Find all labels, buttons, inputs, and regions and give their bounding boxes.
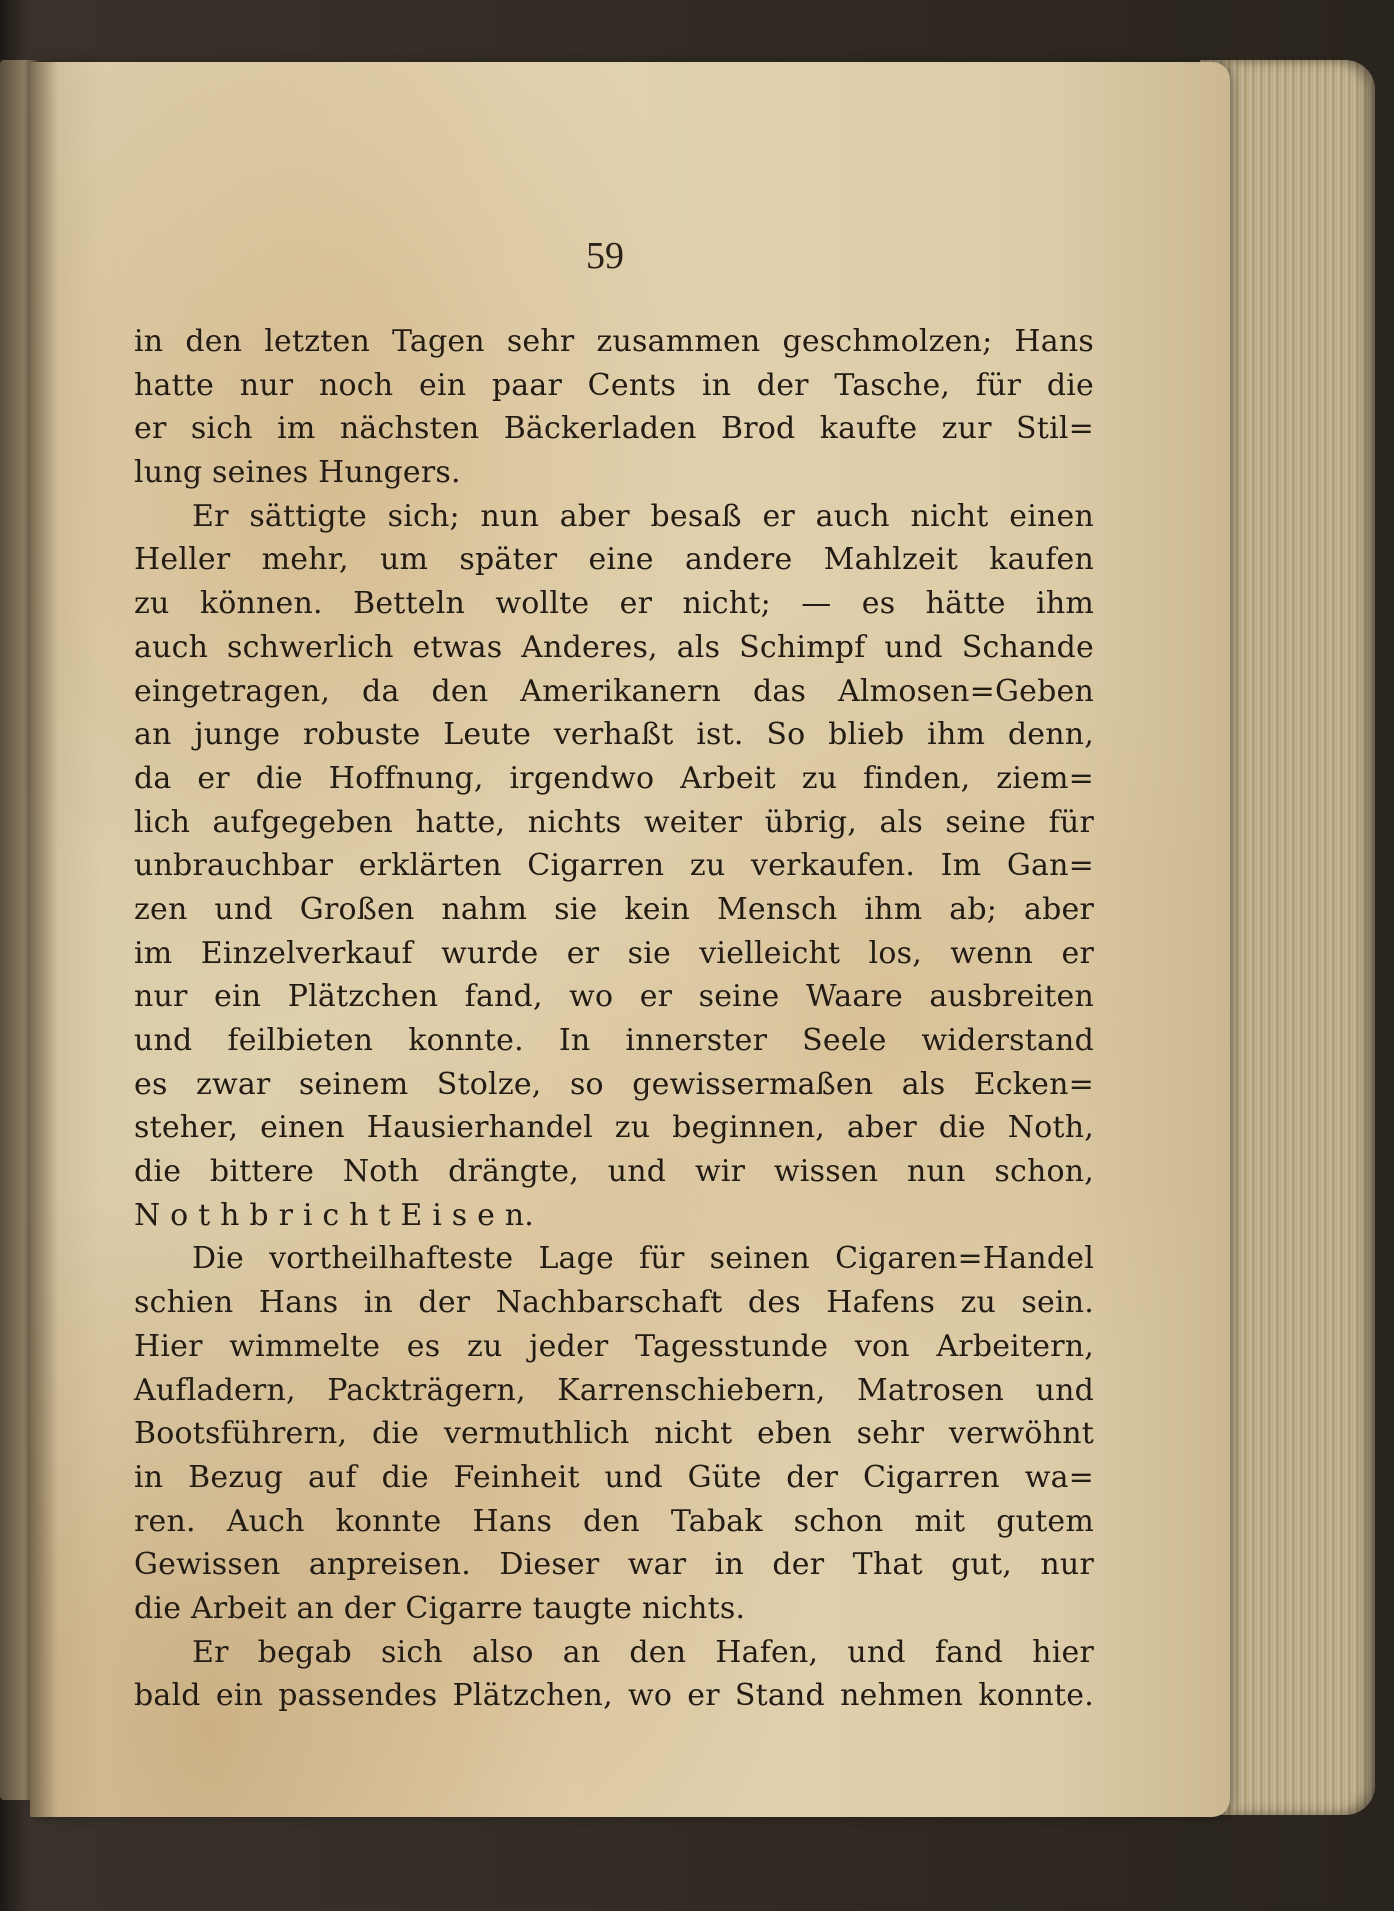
text-line: lung seines Hungers.: [134, 455, 461, 491]
text-line: in den letzten Tagen sehr zusammen geschmolzen; Hans: [134, 324, 1094, 359]
text-line: zen und Großen nahm sie kein Mensch ihm ab; aber: [134, 891, 1094, 927]
text-line: Bootsführern, die vermuthlich nicht eben sehr verwöhnt: [134, 1416, 1094, 1452]
text-line: eingetragen, da den Amerikanern das Almosen=Geben: [134, 673, 1094, 709]
page-gutter-shadow: [30, 62, 58, 1817]
text-line: er sich im nächsten Bäckerladen Brod kaufte zur Stil=: [134, 411, 1094, 447]
text-line: im Einzelverkauf wurde er sie vielleicht los, wenn er: [134, 935, 1094, 971]
body-text: [134, 320, 1094, 1718]
text-line: schien Hans in der Nachbarschaft des Hafens zu sein.: [134, 1285, 1094, 1321]
text-line: auch schwerlich etwas Anderes, als Schimpf und Schande: [134, 629, 1094, 665]
text-line: Heller mehr, um später eine andere Mahlzeit kaufen: [134, 542, 1094, 578]
text-line: ren. Auch konnte Hans den Tabak schon mit gutem: [134, 1503, 1094, 1539]
text-line: die bittere Noth drängte, und wir wissen nun schon,: [134, 1154, 1094, 1190]
text-line: an junge robuste Leute verhaßt ist. So blieb ihm denn,: [134, 717, 1094, 753]
text-line: in Bezug auf die Feinheit und Güte der Cigarren wa=: [134, 1459, 1094, 1495]
text-line: nur ein Plätzchen fand, wo er seine Waare ausbreiten: [134, 979, 1094, 1015]
text-line: Aufladern, Packträgern, Karrenschiebern, Matrosen und: [134, 1372, 1094, 1408]
book-page: [30, 62, 1230, 1817]
page-number: 59: [586, 235, 624, 277]
text-line: unbrauchbar erklärten Cigarren zu verkaufen. Im Gan=: [134, 848, 1094, 884]
text-line: da er die Hoffnung, irgendwo Arbeit zu finden, ziem=: [134, 760, 1094, 796]
text-line: bald ein passendes Plätzchen, wo er Stand nehmen konnte.: [134, 1678, 1094, 1714]
text-line: Er sättigte sich; nun aber besaß er auch nicht einen: [192, 498, 1094, 534]
text-line: lich aufgegeben hatte, nichts weiter übrig, als seine für: [134, 804, 1094, 840]
text-line: Gewissen anpreisen. Dieser war in der That gut, nur: [134, 1547, 1094, 1583]
text-line: und feilbieten konnte. In innerster Seele widerstand: [134, 1023, 1094, 1058]
text-line: zu können. Betteln wollte er nicht; — es hätte ihm: [134, 586, 1094, 622]
text-line: es zwar seinem Stolze, so gewissermaßen als Ecken=: [134, 1066, 1094, 1102]
text-line: Er begab sich also an den Hafen, und fand hier: [192, 1634, 1094, 1670]
text-line: die Arbeit an der Cigarre taugte nichts.: [134, 1590, 746, 1626]
text-line: hatte nur noch ein paar Cents in der Tasche, für die: [134, 367, 1094, 403]
text-line: Hier wimmelte es zu jeder Tagesstunde von Arbeitern,: [134, 1328, 1094, 1364]
text-line: steher, einen Hausierhandel zu beginnen, aber die Noth,: [134, 1110, 1094, 1146]
text-line: N o t h b r i c h t E i s e n.: [134, 1197, 535, 1233]
text-line: Die vortheilhafteste Lage für seinen Cigaren=Handel: [192, 1241, 1094, 1277]
